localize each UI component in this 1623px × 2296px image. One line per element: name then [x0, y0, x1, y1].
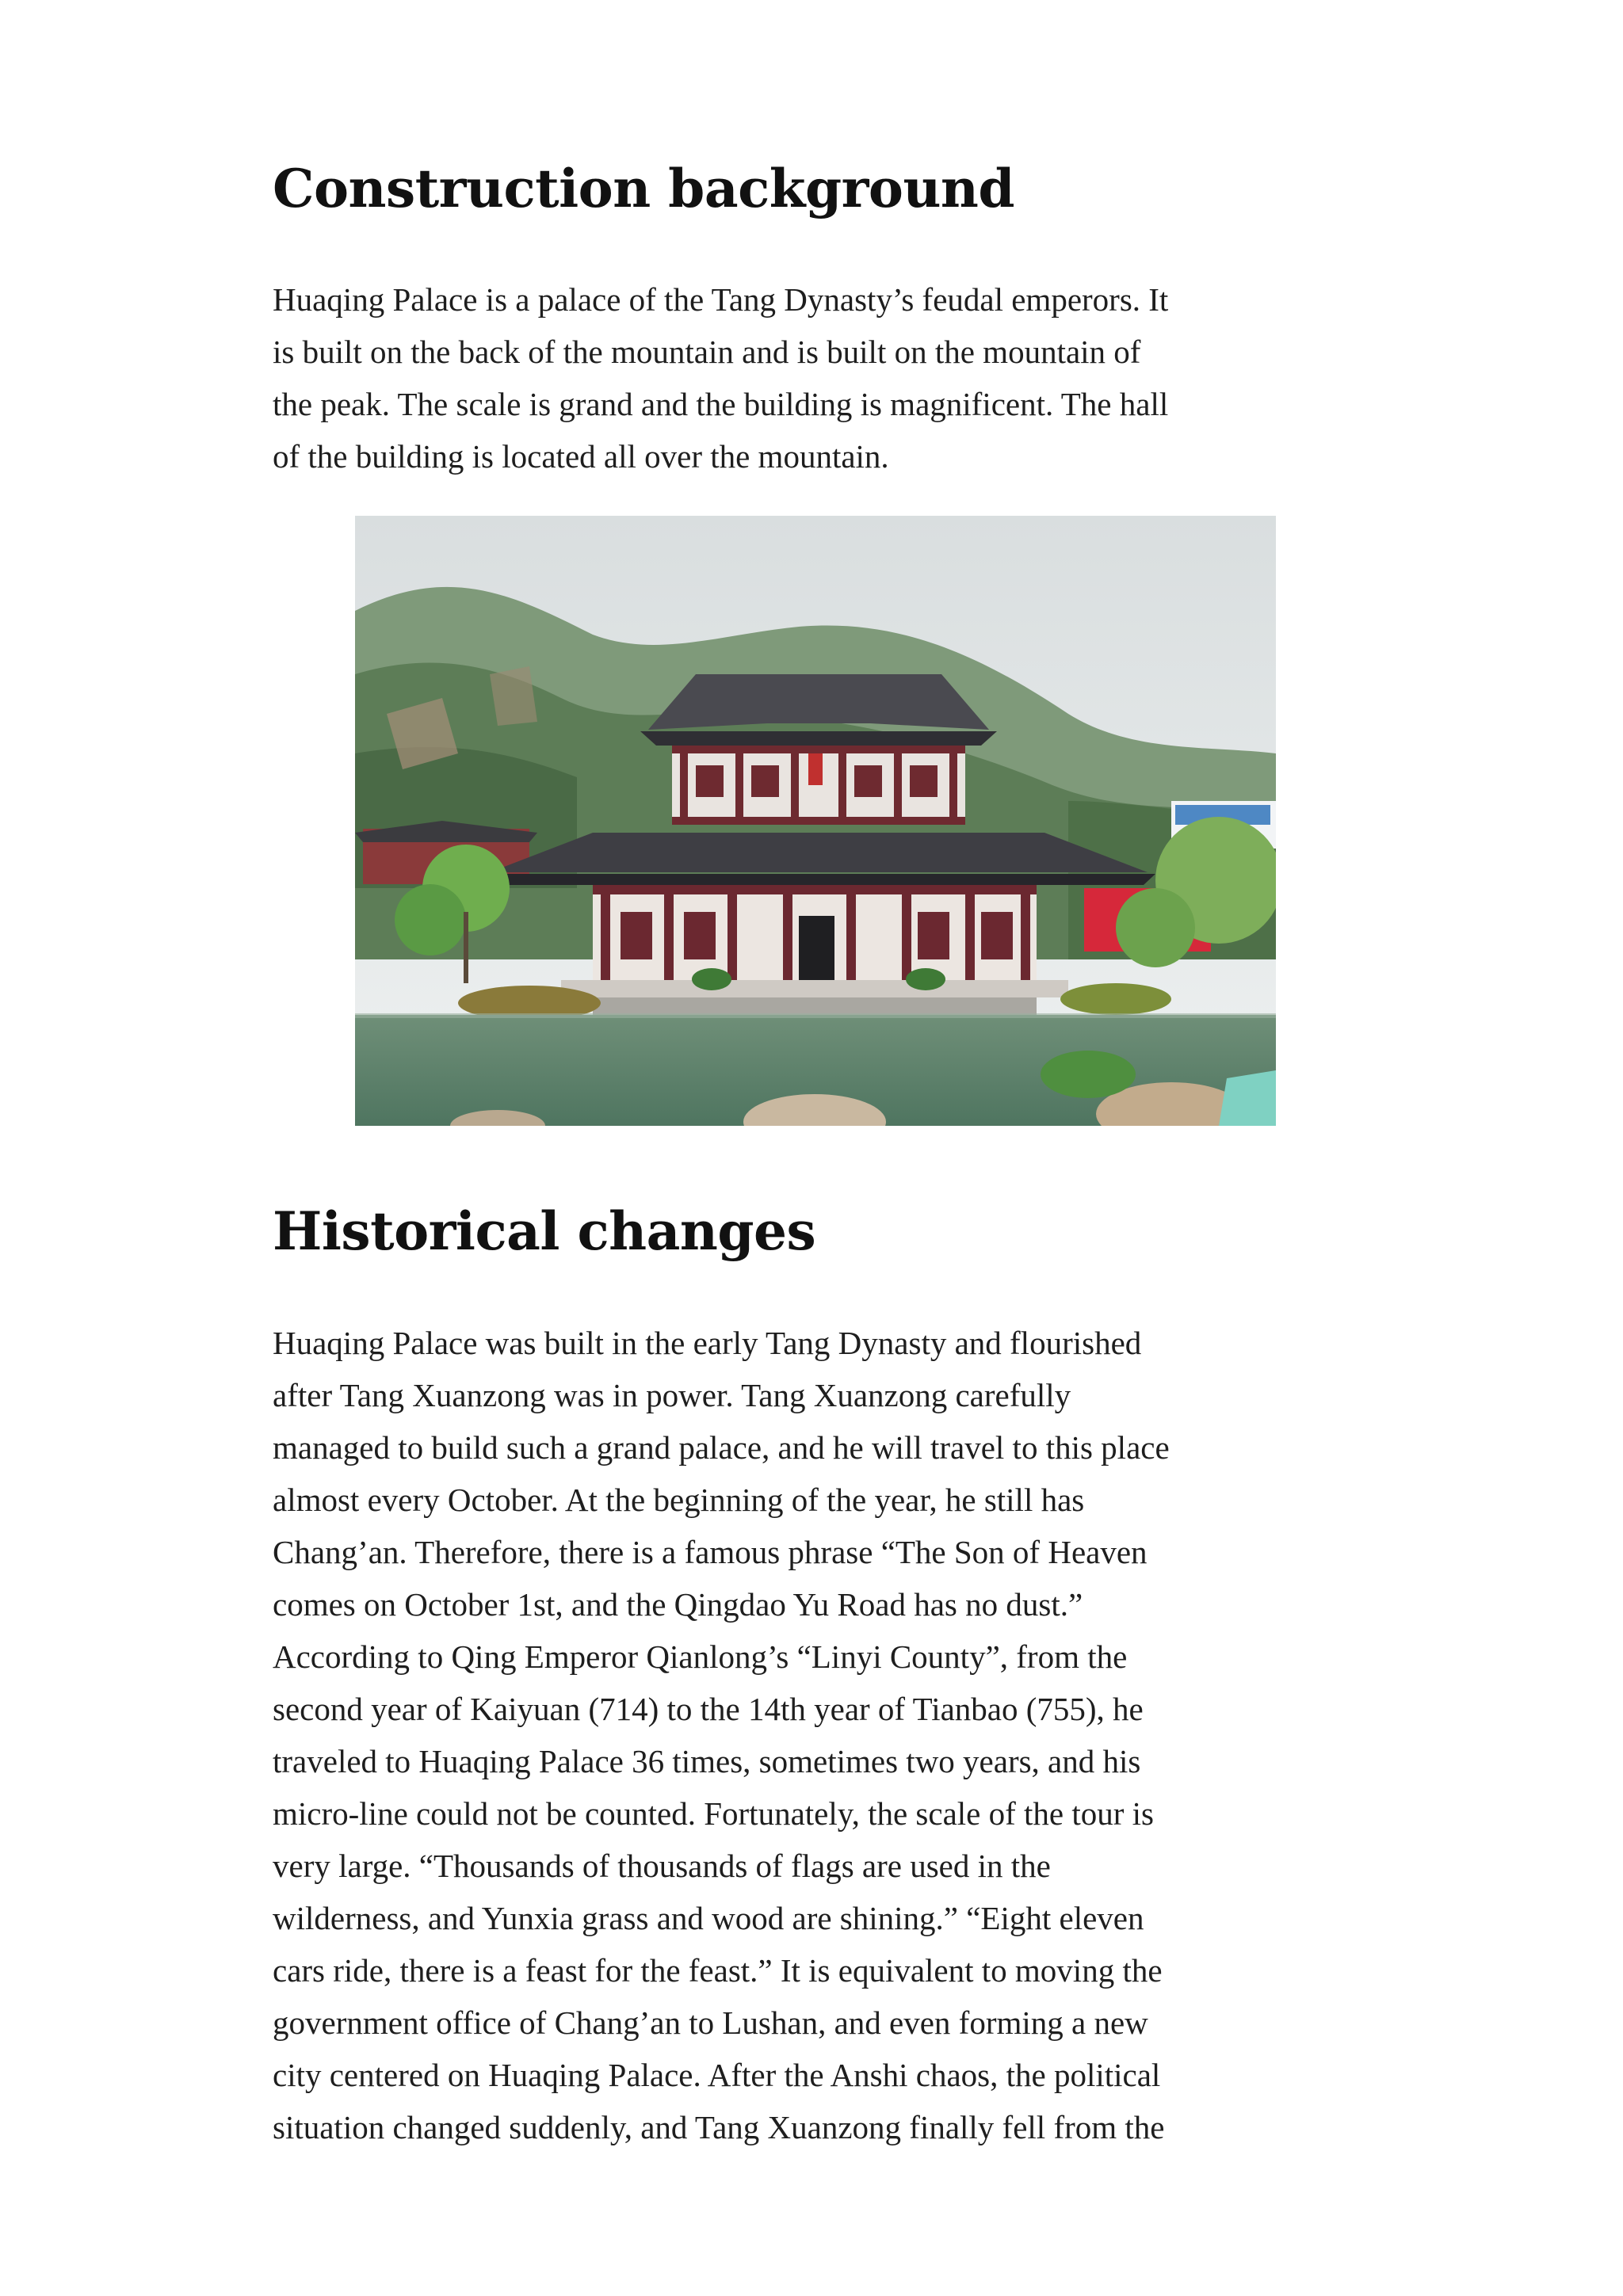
- paragraph-line: is built on the back of the mountain and is built on the mountain of: [273, 334, 1141, 370]
- paragraph-line: micro-line could not be counted. Fortunately, the scale of the tour is: [273, 1795, 1155, 1832]
- paragraph-line: situation changed suddenly, and Tang Xuanzong finally fell from the: [273, 2109, 1165, 2145]
- paragraph-line: of the building is located all over the mountain.: [273, 438, 889, 475]
- paragraph-line: managed to build such a grand palace, and he will travel to this place: [273, 1429, 1170, 1466]
- paragraph-line: comes on October 1st, and the Qingdao Yu Road has no dust.”: [273, 1586, 1083, 1623]
- paragraph-line: Huaqing Palace was built in the early Tang Dynasty and flourished: [273, 1325, 1142, 1361]
- historical-changes-paragraph: [273, 1317, 1366, 2153]
- palace-illustration: [355, 516, 1276, 1126]
- paragraph-line: second year of Kaiyuan (714) to the 14th year of Tianbao (755), he: [273, 1691, 1144, 1727]
- paragraph-line: very large. “Thousands of thousands of flags are used in the: [273, 1848, 1051, 1884]
- paragraph-line: cars ride, there is a feast for the feast.” It is equivalent to moving the: [273, 1952, 1163, 1989]
- section-heading-historical-changes: Historical changes: [273, 1200, 816, 1262]
- paragraph-line: wilderness, and Yunxia grass and wood are shining.” “Eight eleven: [273, 1900, 1144, 1936]
- paragraph-line: after Tang Xuanzong was in power. Tang Xuanzong carefully: [273, 1377, 1071, 1413]
- paragraph-line: almost every October. At the beginning of the year, he still has: [273, 1482, 1085, 1518]
- construction-background-paragraph: [273, 273, 1366, 482]
- section-heading-construction-background: Construction background: [273, 158, 1015, 219]
- paragraph-line: government office of Chang’an to Lushan, and even forming a new: [273, 2004, 1148, 2041]
- huaqing-palace-photo: [355, 516, 1276, 1126]
- paragraph-line: the peak. The scale is grand and the building is magnificent. The hall: [273, 386, 1169, 422]
- paragraph-line: Huaqing Palace is a palace of the Tang Dynasty’s feudal emperors. It: [273, 281, 1169, 318]
- paragraph-line: city centered on Huaqing Palace. After the Anshi chaos, the political: [273, 2057, 1161, 2093]
- paragraph-line: According to Qing Emperor Qianlong’s “Linyi County”, from the: [273, 1638, 1128, 1675]
- paragraph-line: Chang’an. Therefore, there is a famous phrase “The Son of Heaven: [273, 1534, 1148, 1570]
- paragraph-line: traveled to Huaqing Palace 36 times, sometimes two years, and his: [273, 1743, 1141, 1779]
